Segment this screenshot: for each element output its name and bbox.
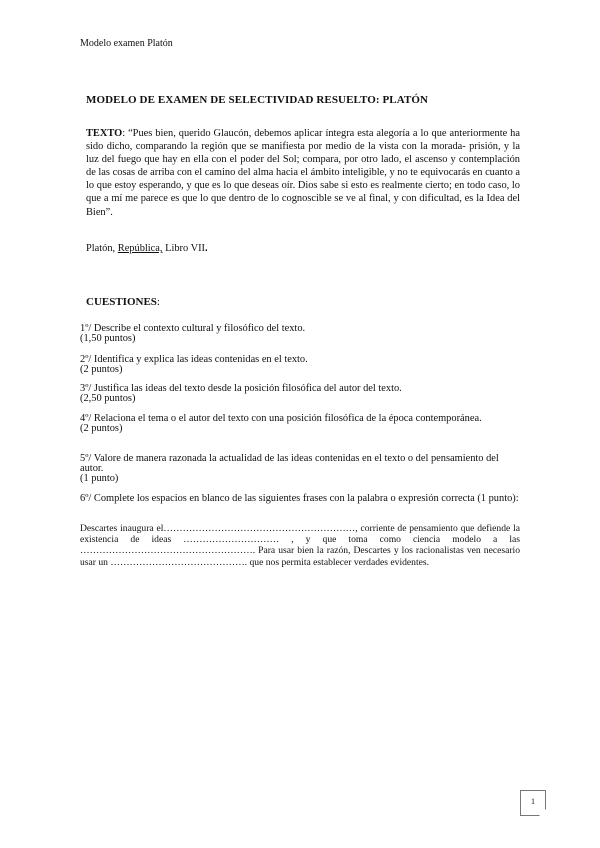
question-text: 1º/ Describe el contexto cultural y filosófico del texto.: [80, 323, 306, 334]
question-5: [80, 454, 520, 484]
question-3: [80, 384, 520, 404]
question-points: (2 puntos): [80, 364, 123, 375]
source-end: .: [205, 243, 208, 254]
fill-in-sentences: Descartes inaugura el……………………………………………………, corriente de pensamiento que defiende la existencia de ideas ………………………… , y que toma como ciencia modelo a las ………………………………………………. Para usar bien la razón, Descartes y los racionalistas ven necesario usar un ……………………………………. que nos permita establecer verdades evidentes.: [80, 523, 520, 568]
page-header: Modelo examen Platón: [80, 38, 173, 49]
question-6: [80, 494, 520, 504]
document-title: MODELO DE EXAMEN DE SELECTIVIDAD RESUELTO: PLATÓN: [86, 94, 429, 106]
question-4: [80, 414, 520, 434]
source-work: República,: [117, 243, 163, 254]
question-1: [80, 324, 520, 344]
question-points: (1,50 puntos): [80, 333, 136, 344]
cuestiones-colon: :: [156, 296, 160, 308]
page-number: 1: [520, 790, 546, 816]
question-text: 3º/ Justifica las ideas del texto desde la posición filosófica del autor del texto.: [80, 383, 402, 394]
source-author: Platón,: [86, 243, 118, 254]
question-text: 4º/ Relaciona el tema o el autor del texto con una posición filosófica de la época contemporánea.: [80, 413, 482, 424]
question-text: 6º/ Complete los espacios en blanco de las siguientes frases con la palabra o expresión correcta (1 punto):: [80, 493, 519, 504]
question-points: (1 punto): [80, 473, 119, 484]
text-passage: [86, 127, 520, 219]
question-2: [80, 355, 520, 375]
texto-body: : “Pues bien, querido Glaucón, debemos aplicar íntegra esta alegoría a lo que anteriormente ha sido dicho, comparando la región que se manifiesta por medio de la vista con la morada- prisión, y la luz del fuego que hay en ella con el poder del Sol; compara, por otro lado, el ascenso y contemplación de las cosas de arriba con el camino del alma hacia el ámbito inteligible, y no te equivocarás en cuanto a lo que estoy esperando, y que es lo que deseas oír. Dios sabe si esto es realmente cierto; en todo caso, lo que a mí me parece es que lo que dentro de lo cognoscible se ve al final, y con dificultad, es la Idea del Bien”.: [86, 128, 520, 218]
question-text: 2º/ Identifica y explica las ideas contenidas en el texto.: [80, 354, 308, 365]
texto-label: TEXTO: [86, 128, 123, 139]
cuestiones-heading: [86, 296, 160, 308]
source-citation: [86, 243, 208, 254]
question-points: (2 puntos): [80, 423, 123, 434]
source-book: Libro VII: [162, 243, 206, 254]
question-points: (2,50 puntos): [80, 393, 136, 404]
question-text: 5º/ Valore de manera razonada la actualidad de las ideas contenidas en el texto o del pensamiento del autor.: [80, 453, 499, 474]
cuestiones-label: CUESTIONES: [86, 296, 157, 308]
